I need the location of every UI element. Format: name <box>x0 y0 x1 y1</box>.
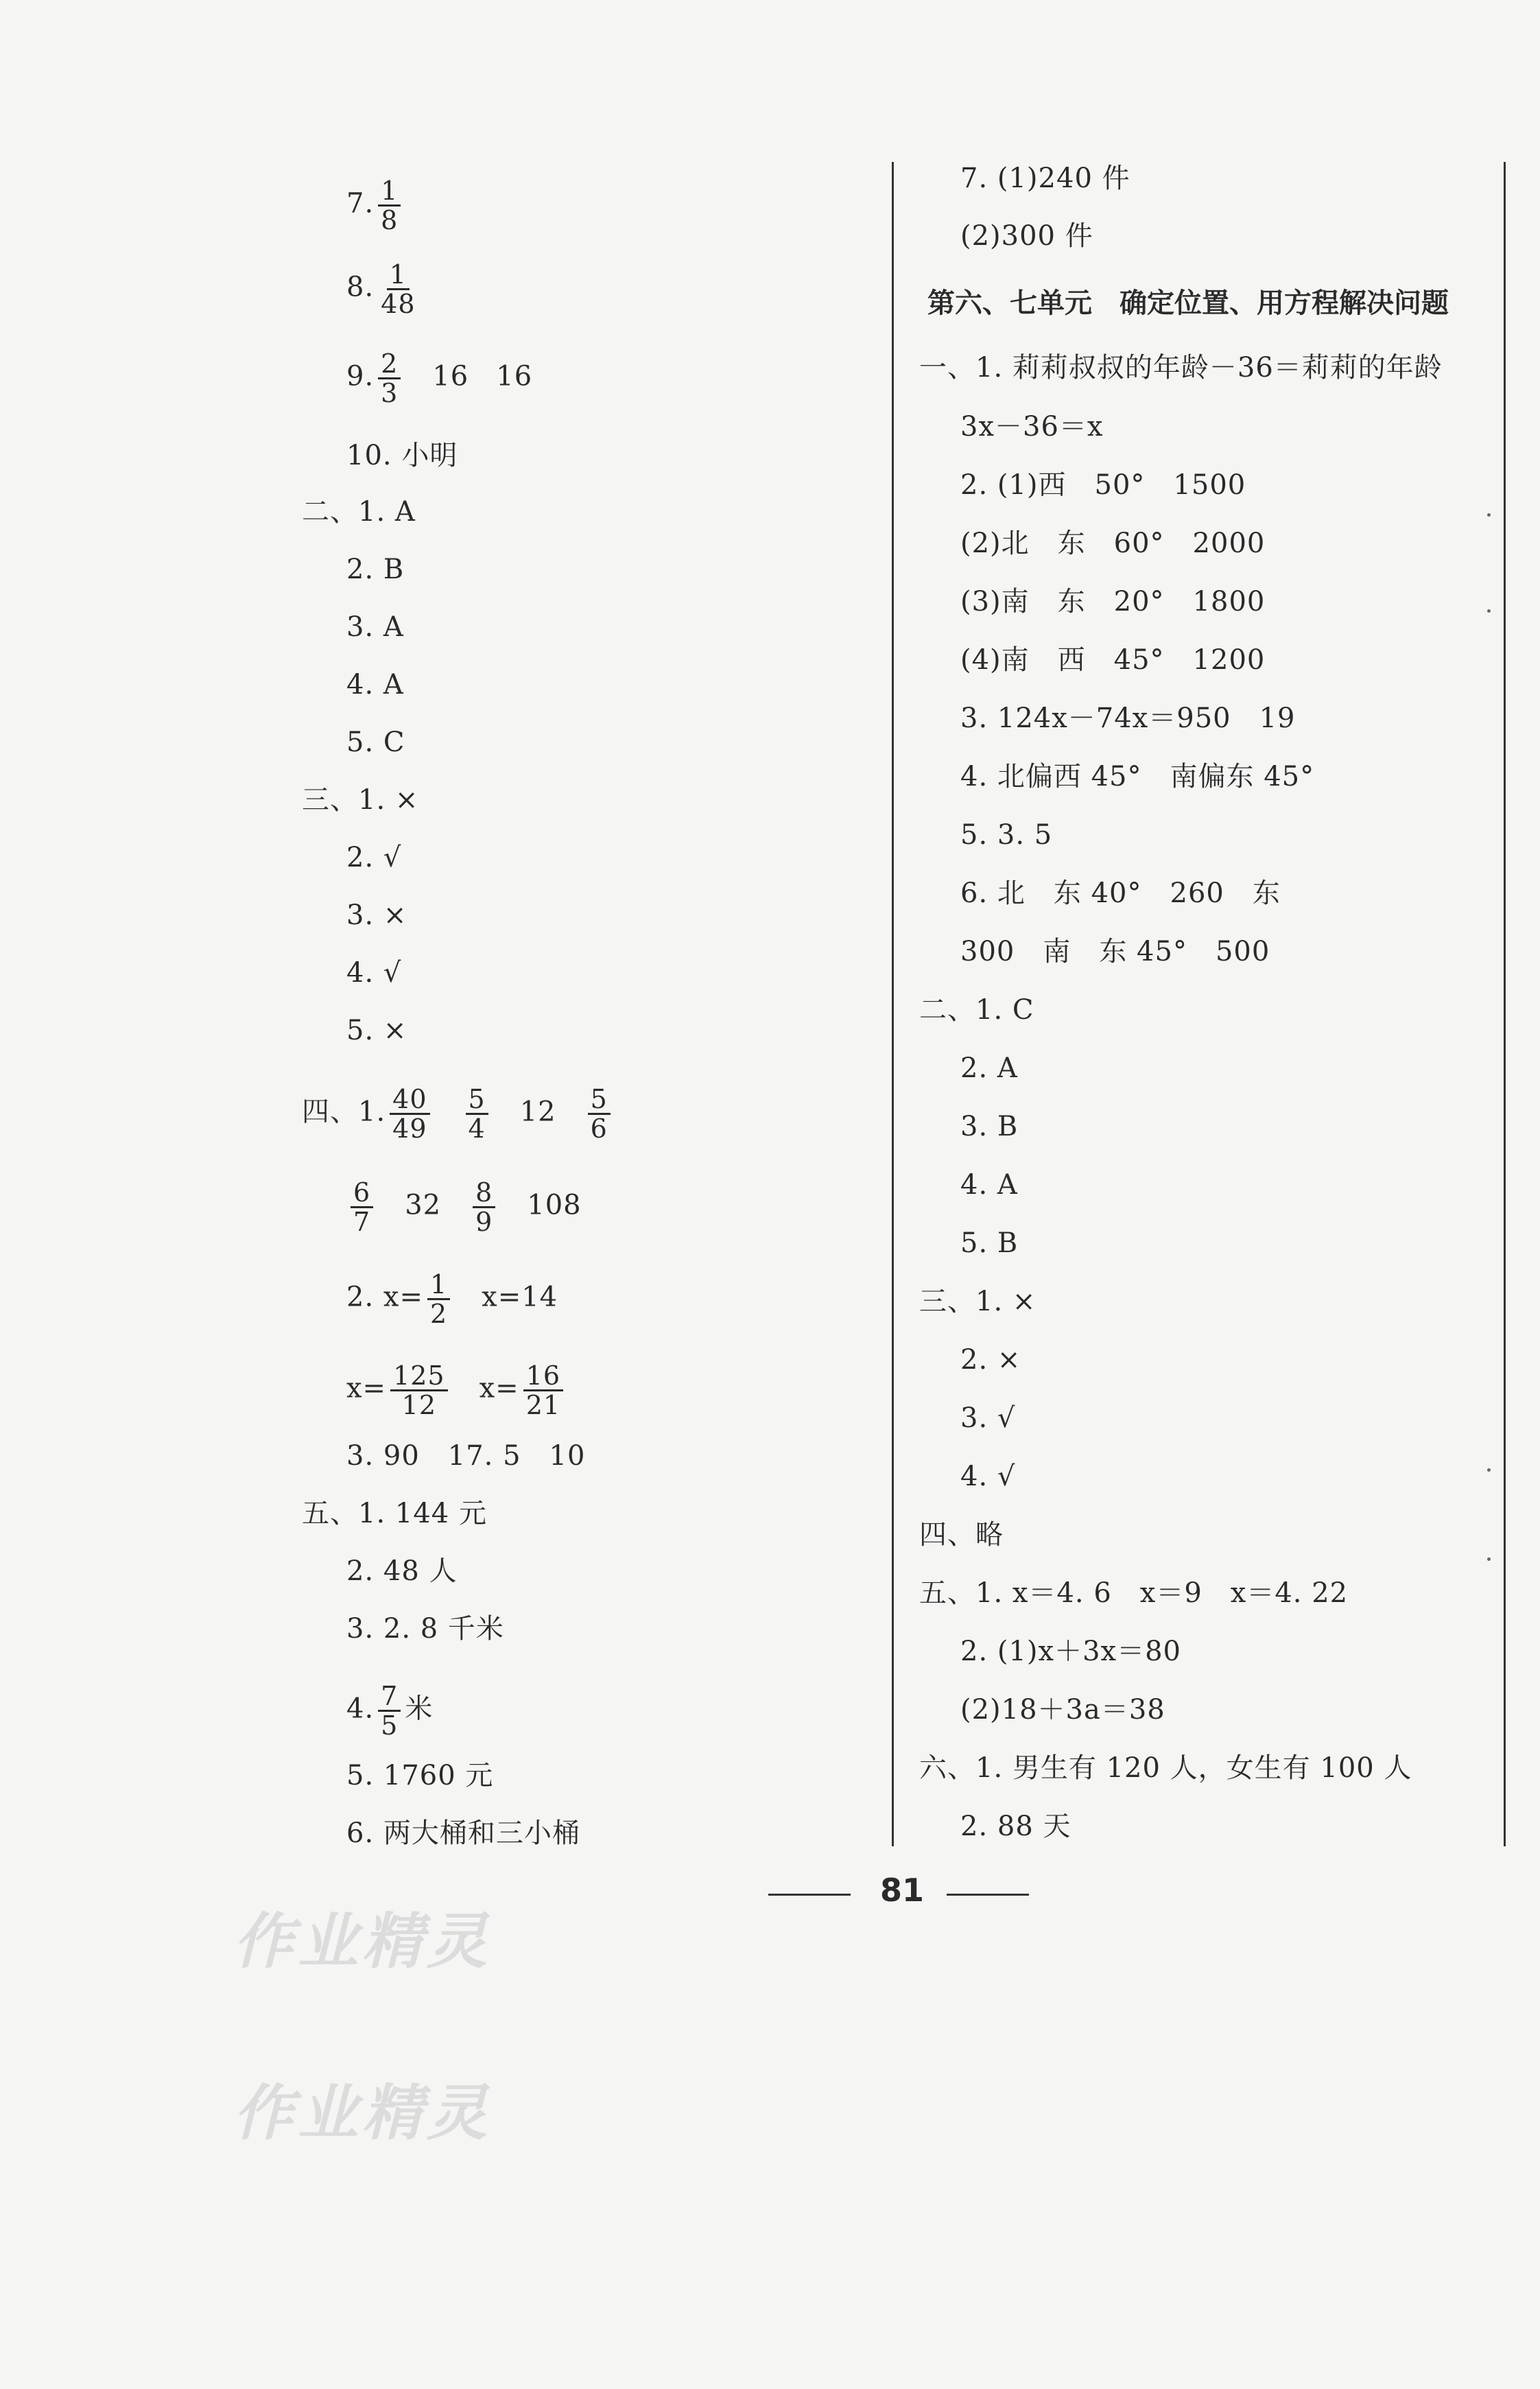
left-q10: 10. 小明 <box>346 440 458 471</box>
fraction: $\frac{5}{4}$ <box>466 1085 488 1142</box>
page-number-rule-right <box>947 1894 1029 1896</box>
left-s2-2: 2. B <box>346 554 405 585</box>
left-s4-r1: 四、1. $\frac{40}{49}$ $\frac{5}{4}$ 12 $\frac{5}{6}$ <box>302 1085 615 1142</box>
right-line: (2)18＋3a＝38 <box>960 1694 1165 1726</box>
right-line: 三、1. × <box>919 1286 1036 1317</box>
right-top-1: 7. (1)240 件 <box>960 163 1130 194</box>
left-s3-1: 三、1. × <box>302 784 419 816</box>
left-q7: 7. $\frac{1}{8}$ <box>346 177 405 234</box>
right-line: 2. × <box>960 1344 1021 1376</box>
scan-speck <box>1487 1557 1491 1561</box>
left-s2-4: 4. A <box>346 669 404 701</box>
page-number: 81 <box>879 1872 924 1909</box>
right-line: (3)南 东 20° 1800 <box>960 586 1266 617</box>
left-s2-3: 3. A <box>346 611 404 643</box>
left-s5-1: 五、1. 144 元 <box>302 1498 487 1529</box>
left-s2-1: 二、1. A <box>302 496 416 528</box>
left-s3-4: 4. √ <box>346 957 402 989</box>
right-line: 2. (1)西 50° 1500 <box>960 469 1246 501</box>
left-s5-2: 2. 48 人 <box>346 1555 458 1587</box>
left-s5-3: 3. 2. 8 千米 <box>346 1613 504 1645</box>
fraction: $\frac{1}{8}$ <box>378 177 401 234</box>
left-q9: 9. $\frac{2}{3}$ 16 16 <box>346 349 533 408</box>
left-q8: 8. $\frac{1}{48}$ <box>346 261 423 318</box>
fraction: $\frac{1}{48}$ <box>381 259 416 319</box>
right-line: 300 南 东 45° 500 <box>960 936 1270 967</box>
fraction: $\frac{5}{6}$ <box>588 1085 611 1142</box>
fraction: $\frac{6}{7}$ <box>351 1179 373 1236</box>
unit-heading: 第六、七单元 确定位置、用方程解决问题 <box>927 287 1449 319</box>
watermark: 作业精灵 <box>233 1906 492 1977</box>
right-line: 3. 124x－74x＝950 19 <box>960 703 1296 734</box>
left-s5-4: 4. $\frac{7}{5}$ 米 <box>346 1681 434 1741</box>
left-s4-r5: 3. 90 17. 5 10 <box>346 1440 586 1472</box>
right-line: 3. B <box>960 1111 1019 1142</box>
right-line: 5. 3. 5 <box>960 819 1053 851</box>
left-s4-r2: $\frac{6}{7}$ 32 $\frac{8}{9}$ 108 <box>346 1179 582 1236</box>
left-s3-2: 2. √ <box>346 842 402 873</box>
column-divider <box>892 162 894 1846</box>
fraction: $\frac{1}{2}$ <box>427 1271 450 1328</box>
fraction: $\frac{16}{21}$ <box>523 1362 563 1419</box>
right-line: 4. √ <box>960 1461 1016 1492</box>
left-s5-6: 6. 两大桶和三小桶 <box>346 1817 580 1849</box>
right-top-2: (2)300 件 <box>960 220 1093 252</box>
right-line: 2. (1)x＋3x＝80 <box>960 1636 1182 1667</box>
right-line: 5. B <box>960 1227 1019 1259</box>
right-line: 3x－36＝x <box>960 411 1104 443</box>
left-s4-r3: 2. x= $\frac{1}{2}$ x=14 <box>346 1269 558 1329</box>
right-line: 4. 北偏西 45° 南偏东 45° <box>960 761 1315 792</box>
right-edge-rule <box>1504 162 1506 1846</box>
right-line: 一、1. 莉莉叔叔的年龄－36＝莉莉的年龄 <box>919 352 1443 384</box>
left-s5-5: 5. 1760 元 <box>346 1760 494 1791</box>
watermark: 作业精灵 <box>233 2078 492 2148</box>
right-line: 2. A <box>960 1052 1018 1084</box>
right-line: (2)北 东 60° 2000 <box>960 528 1266 559</box>
fraction: $\frac{40}{49}$ <box>390 1085 429 1142</box>
right-line: 6. 北 东 40° 260 东 <box>960 878 1281 909</box>
right-line: 4. A <box>960 1169 1018 1201</box>
right-line: 3. √ <box>960 1402 1016 1434</box>
fraction: $\frac{8}{9}$ <box>473 1179 495 1236</box>
fraction: $\frac{7}{5}$ <box>378 1682 401 1739</box>
scan-speck <box>1487 1468 1491 1472</box>
left-s4-r4: x= $\frac{125}{12}$ x= $\frac{16}{21}$ <box>346 1362 567 1419</box>
left-s2-5: 5. C <box>346 727 405 758</box>
fraction: $\frac{2}{3}$ <box>378 350 401 407</box>
scan-speck <box>1487 609 1491 613</box>
left-s3-3: 3. × <box>346 899 407 931</box>
page-number-rule-left <box>768 1894 851 1896</box>
right-line: 二、1. C <box>919 994 1034 1026</box>
right-line: 四、略 <box>919 1519 1004 1551</box>
left-s3-5: 5. × <box>346 1015 407 1046</box>
right-line: 五、1. x＝4. 6 x＝9 x＝4. 22 <box>919 1577 1349 1609</box>
right-line: 六、1. 男生有 120 人，女生有 100 人 <box>919 1752 1412 1784</box>
scan-speck <box>1487 513 1491 517</box>
right-line: (4)南 西 45° 1200 <box>960 644 1266 676</box>
fraction: $\frac{125}{12}$ <box>390 1362 448 1419</box>
right-line: 2. 88 天 <box>960 1811 1071 1842</box>
